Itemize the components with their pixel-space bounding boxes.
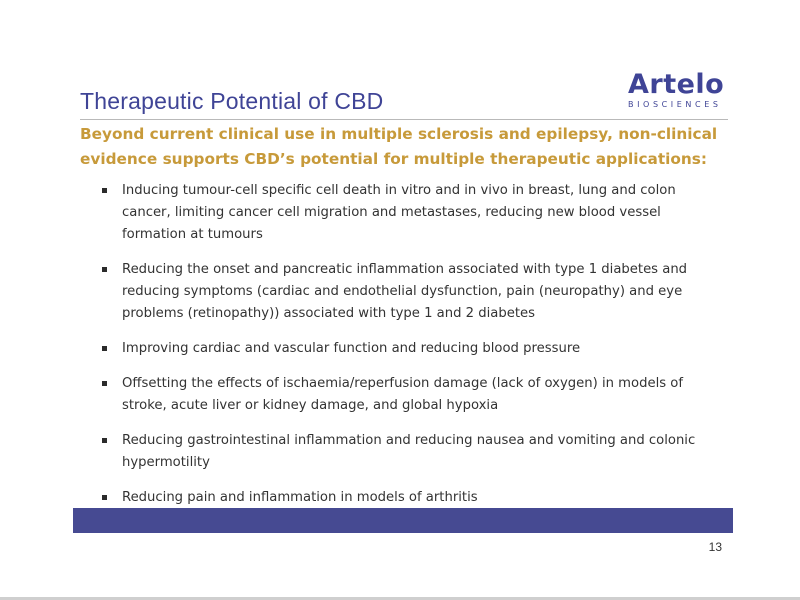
title-divider [80, 119, 728, 120]
bullet-square-icon [102, 438, 107, 443]
bullet-text: Improving cardiac and vascular function and reducing blood pressure [122, 341, 581, 356]
bullet-square-icon [102, 346, 107, 351]
bullet-text: Offsetting the effects of ischaemia/reperfusion damage (lack of oxygen) in models of stroke, acute liver or kidney damage, and global hypoxia [122, 376, 684, 413]
company-logo [624, 70, 734, 114]
bullet-item [100, 373, 720, 417]
slide-title: Therapeutic Potential of CBD [80, 88, 384, 114]
bullet-item [100, 487, 720, 509]
logo-wordmark: Artelo [628, 69, 725, 100]
bullet-text: Inducing tumour-cell specific cell death in vitro and in vivo in breast, lung and colon cancer, limiting cancer cell migration and metastases, reducing new blood vessel formation at tumours [122, 183, 676, 242]
bullet-list [100, 180, 720, 522]
slide-subtitle: Beyond current clinical use in multiple sclerosis and epilepsy, non-clinical evidence supports CBD’s potential for multiple therapeutic applications: [80, 125, 718, 168]
bullet-item [100, 430, 720, 474]
footer-band [73, 508, 733, 533]
bullet-square-icon [102, 188, 107, 193]
bullet-text: Reducing pain and inflammation in models of arthritis [122, 490, 478, 505]
bullet-text: Reducing the onset and pancreatic inflammation associated with type 1 diabetes and reducing symptoms (cardiac and endothelial dysfunction, pain (neuropathy) and eye problems (retinopathy)) associated with type 1 and 2 diabetes [122, 262, 688, 321]
logo-tagline: BIOSCIENCES [628, 100, 722, 109]
bullet-text: Reducing gastrointestinal inflammation and reducing nausea and vomiting and colonic hypermotility [122, 433, 696, 470]
bullet-square-icon [102, 381, 107, 386]
bullet-item [100, 338, 720, 360]
bullet-square-icon [102, 495, 107, 500]
page-number: 13 [708, 540, 722, 554]
bullet-item [100, 180, 720, 246]
bullet-square-icon [102, 267, 107, 272]
bullet-item [100, 259, 720, 325]
